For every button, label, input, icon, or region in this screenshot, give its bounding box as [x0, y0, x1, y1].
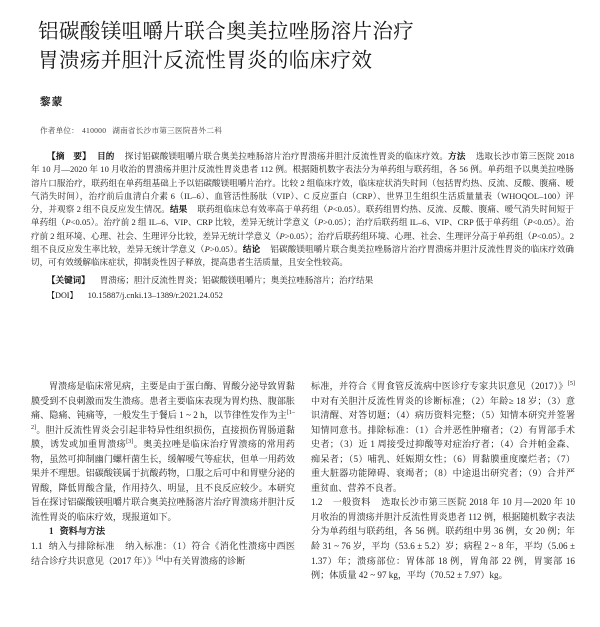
abstract-results-text-e: <0.05）。治疗前 2 组环境、心理、社会、生理评分比较，差异无统计学意义（ — [31, 217, 574, 241]
p-value-italic: P — [527, 217, 533, 228]
abstract-methods-text: 选取长沙市第三医院 2018 年 10 月—2020 年 10 月收治的胃溃疡并胆汁反流性胃炎患者 112 例。根据随机数字表法分为单药组与联药组，各 56 例。单药组予以奥美拉唑肠溶片口服治疗，联药组在单药组基础上予以铝碳酸镁咀嚼片治疗。比较 2 组临床疗效，临床症状消失时间（包括胃灼热、反流、反酸、腹痛、嗳气消失时间），治疗前后血清白介素 6（IL–6）、血管活性肠肽（VIP）、C 反应蛋白（CRP）、世界卫生组织生活质量量表（WHOQOL–100）评分，并观察 2 组不良反应发生情况。 — [31, 151, 574, 215]
reference-marker-4: [4] — [156, 554, 164, 562]
subsection-title: 一般资料 — [332, 497, 371, 508]
reference-marker-3: [3] — [126, 438, 134, 446]
subsection-text: 选取长沙市第三医院 2018 年 10 月—2020 年 10 月收治的胃溃疡并胆汁反流性胃炎患者 112 例，根据随机数字表法分为单药组与联药组，各 56 例。联药组中男 36 例，女 20 例；年龄 31 ~ 76 岁，平均（53.6 ± 5.2）岁；病程 2 ~ 8 年，平均（5.06 ± 1.37）年；溃疡部位：胃体部 18 例，胃角部 22 例，胃窦部 16 例；体质量 42 ~ 97 kg，平均（70.52 ± 7.97）kg。 — [311, 497, 576, 581]
affiliation — [40, 125, 560, 136]
abstract-methods-label: 方法 — [448, 151, 466, 161]
intro-text-a: 胃溃疡是临床常见病，主要是由于蛋白酶、胃酸分泌导致胃黏膜受到不良刺激而发生溃疡。患者主要临床表现为胃灼热、腹部胀痛、隐痛、钝痛等，一般发生于餐后 1 ~ 2 h，以节律性发作为主 — [31, 381, 296, 421]
p-value-italic: P — [279, 230, 285, 241]
subsection-text-a: 纳入标准：（1）符合《消化性溃疡中西医结合诊疗共识意见（2017 年）》 — [31, 541, 295, 566]
abstract-results-text-a: 联药组临床总有效率高于单药组（ — [197, 204, 328, 215]
subsection-text-b: 中有关胃溃疡的诊断 — [163, 555, 246, 566]
abstract-results-text-b: <0.05）。联药组胃灼热、反流、反酸、腹痛、嗳气消失时间短于单药组（ — [31, 204, 574, 228]
doi-label: 【DOI】 — [47, 290, 78, 300]
abstract-paragraph — [31, 150, 574, 270]
doi-line — [31, 288, 574, 303]
keywords-line — [31, 273, 574, 287]
title-block — [0, 0, 600, 136]
keywords-label: 【关键词】 — [47, 274, 90, 285]
abstract-results-label: 结果 — [169, 204, 188, 215]
subsection-title: 纳入与排除标准 — [48, 541, 115, 552]
intro-text-b: 。胆汁反流性胃炎会引起非特异性组织损伤，直接损伤胃肠道黏膜，诱发或加重胃溃疡 — [31, 424, 295, 450]
abstract-bracket-label: 【摘 要】 — [47, 151, 91, 161]
criteria-text-a: 标准，并符合《胃食管反流病中医诊疗专家共识意见（2017）》 — [311, 381, 568, 391]
subsection-number: 1.2 — [311, 497, 323, 508]
p-value-italic: P — [317, 217, 324, 228]
abstract-conclusion-text: 铝碳酸镁咀嚼片联合奥美拉唑肠溶片治疗胃溃疡并胆汁反流性胃炎的临床疗效确切，可有效缓解临床症状，抑制炎性因子释放，提高患者生活质量，且安全性较高。 — [31, 244, 574, 268]
right-column — [311, 379, 575, 583]
author-name: 黎蒙 — [40, 97, 64, 108]
p-value-italic: P — [327, 204, 333, 215]
intro-text-c: 。奥美拉唑是临床治疗胃溃疡的常用药物，虽然可抑制幽门螺杆菌生长，缓解嗳气等症状，但单一用药效果并不理想。铝碳酸镁属于抗酸药物，口服之后可中和胃壁分泌的胃酸，降低胃酸含量，作用持久、明显，且不良反应较少。本研究旨在探讨铝碳酸镁咀嚼片联合奥美拉唑肠溶片治疗胃溃疡并胆汁反流性胃炎的临床疗效，现报道如下。 — [31, 439, 296, 522]
abstract-results-text-g: <0.05）。2组不良反应发生率比较，差异无统计学意义（ — [31, 230, 575, 255]
section-number: 1 — [49, 526, 54, 537]
abstract-results-text-c: <0.05）。治疗前 2 组 IL–6、VIP、CRP 比较，差异无统计学意义（ — [70, 217, 318, 228]
abstract-conclusion-label: 结论 — [242, 244, 261, 255]
abstract-block — [0, 150, 600, 303]
abstract-results-text-f: >0.05）；治疗后联药组环境、心理、社会、生理评分高于单药组（ — [284, 230, 532, 241]
keywords-text: 胃溃疡；胆汁反流性胃炎；铝碳酸镁咀嚼片；奥美拉唑肠溶片；治疗结果 — [99, 274, 374, 285]
affiliation-zipcode: 410000 — [81, 126, 107, 135]
body-columns — [31, 379, 575, 583]
section-heading-1 — [31, 524, 295, 539]
page-title-line-2: 胃溃疡并胆汁反流性胃炎的临床疗效 — [38, 50, 373, 72]
affiliation-label: 作者单位： — [40, 126, 79, 135]
p-value-italic: P — [531, 230, 537, 241]
criteria-paragraph — [311, 379, 575, 495]
reference-marker-5: [5] — [567, 379, 575, 387]
intro-paragraph — [31, 379, 295, 524]
section-title: 资料与方法 — [59, 526, 106, 537]
abstract-objective-text: 探讨铝碳酸镁咀嚼片联合奥美拉唑肠溶片治疗胃溃疡并胆汁反流性胃炎的临床疗效。 — [124, 151, 449, 161]
subsection-number: 1.1 — [31, 541, 43, 552]
subsection-1-2 — [311, 495, 575, 582]
abstract-results-text-d: >0.05）；治疗后联药组 IL–6、VIP、CRP 低于单药组（ — [323, 217, 528, 228]
page-title-line-1: 铝碳酸镁咀嚼片联合奥美拉唑肠溶片治疗 — [38, 21, 415, 43]
abstract-objective-label: 目的 — [96, 151, 115, 161]
abstract-results-text-h: >0.05）。 — [209, 244, 243, 255]
criteria-text-b: 中对有关胆汁反流性胃炎的诊断标准；（2）年龄≥ 18 岁；（3）意识清醒、对答切题；（4）病历资料完整；（5）知情本研究并签署知情同意书。排除标准：（1）合并恶性肿瘤者；（2）有胃部手术史者；（3）近 1 周接受过抑酸等对症治疗者；（4）合并帕金森、痴呆者；（5）哺乳、妊娠期女性；（6）胃黏膜重度糜烂者；（7）重大脏器功能障碍、衰竭者；（8）中途退出研究者；（9）合并严重贫血、营养不良者。 — [311, 395, 575, 493]
affiliation-text: 湖南省长沙市第三医院普外二科 — [112, 126, 223, 135]
subsection-1-1 — [31, 539, 295, 568]
doi-value: 10.15887/j.cnki.13–1389/r.2021.24.052 — [87, 289, 223, 300]
p-value-italic: P — [65, 217, 71, 228]
p-value-italic: P — [204, 244, 210, 255]
left-column — [31, 379, 295, 583]
reference-marker-1: [1–2] — [31, 409, 295, 431]
